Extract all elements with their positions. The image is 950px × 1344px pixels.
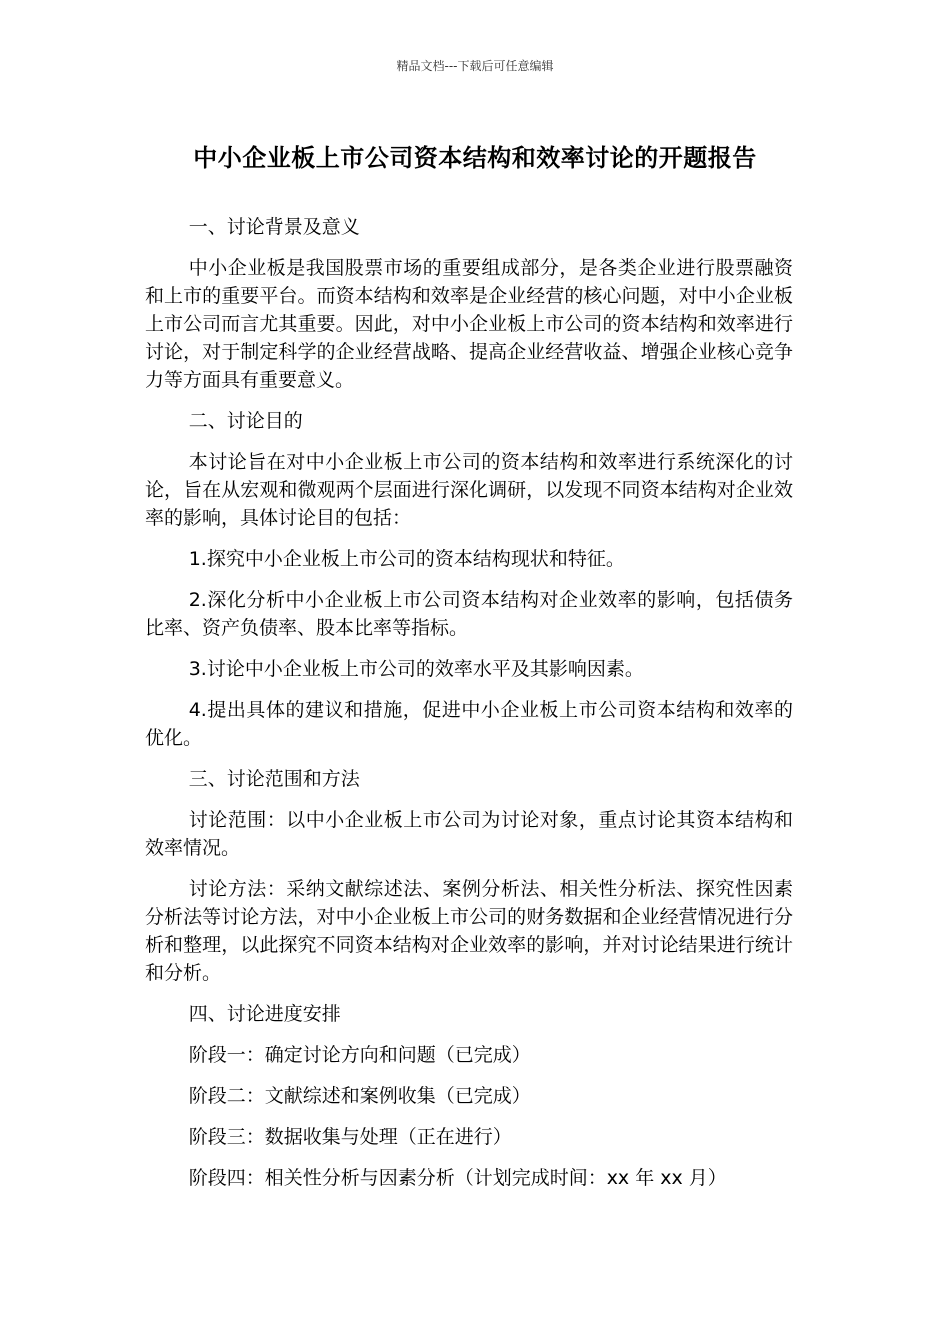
document-title: 中小企业板上市公司资本结构和效率讨论的开题报告: [193, 144, 757, 172]
paragraph-method: 讨论方法：采纳文献综述法、案例分析法、相关性分析法、探究性因素分析法等讨论方法，对中小企业板上市公司的财务数据和企业经营情况进行分析和整理，以此探究不同资本结构对企业效率的影响，并对讨论结果进行统计和分析。: [145, 878, 793, 984]
list-item-purpose-2: 2.深化分析中小企业板上市公司资本结构对企业效率的影响，包括债务比率、资产负债率、股本比率等指标。: [145, 589, 793, 639]
header-note: 精品文档---下载后可任意编辑: [396, 59, 554, 73]
document-body: [145, 213, 793, 1205]
schedule-stage-4: 阶段四：相关性分析与因素分析（计划完成时间：xx 年 xx 月）: [188, 1167, 727, 1189]
section-heading-scope-method: 三、讨论范围和方法: [188, 768, 360, 790]
schedule-stage-1: 阶段一：确定讨论方向和问题（已完成）: [188, 1044, 531, 1066]
section-heading-purpose: 二、讨论目的: [188, 410, 303, 432]
schedule-stage-2: 阶段二：文献综述和案例收集（已完成）: [188, 1085, 531, 1107]
list-item-purpose-1: 1.探究中小企业板上市公司的资本结构现状和特征。: [188, 548, 625, 570]
section-heading-background: 一、讨论背景及意义: [188, 216, 360, 238]
section-heading-schedule: 四、讨论进度安排: [188, 1003, 341, 1025]
paragraph-purpose: 本讨论旨在对中小企业板上市公司的资本结构和效率进行系统深化的讨论，旨在从宏观和微观两个层面进行深化调研，以发现不同资本结构对企业效率的影响，具体讨论目的包括：: [145, 451, 793, 529]
paragraph-scope: 讨论范围：以中小企业板上市公司为讨论对象，重点讨论其资本结构和效率情况。: [145, 809, 793, 859]
schedule-stage-3: 阶段三：数据收集与处理（正在进行）: [188, 1126, 512, 1148]
list-item-purpose-4: 4.提出具体的建议和措施，促进中小企业板上市公司资本结构和效率的优化。: [145, 699, 793, 749]
list-item-purpose-3: 3.讨论中小企业板上市公司的效率水平及其影响因素。: [188, 658, 644, 680]
paragraph-background: 中小企业板是我国股票市场的重要组成部分，是各类企业进行股票融资和上市的重要平台。而资本结构和效率是企业经营的核心问题，对中小企业板上市公司而言尤其重要。因此，对中小企业板上市公司的资本结构和效率进行讨论，对于制定科学的企业经营战略、提高企业经营收益、增强企业核心竞争力等方面具有重要意义。: [145, 257, 793, 391]
